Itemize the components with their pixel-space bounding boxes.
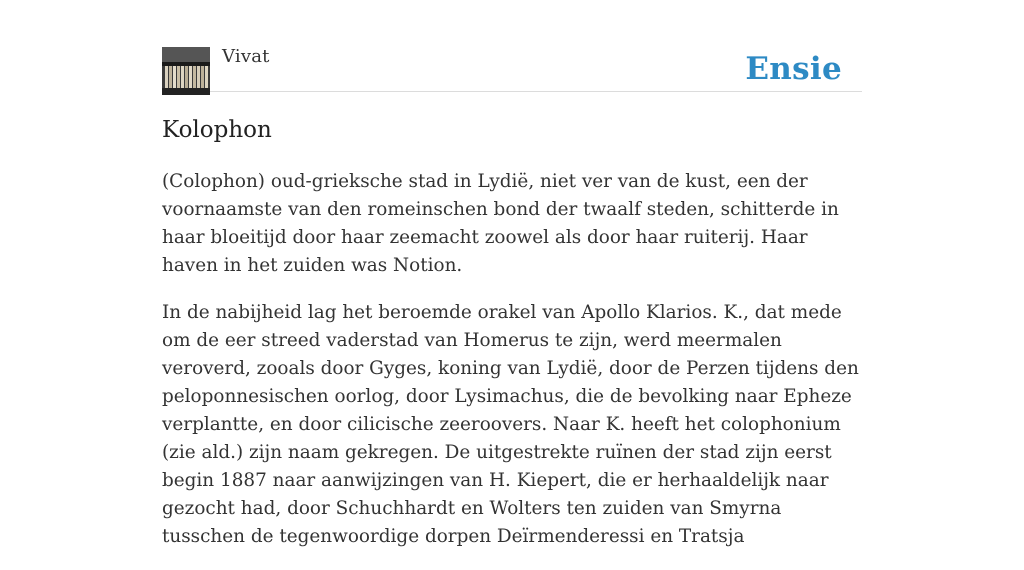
article-body — [162, 168, 862, 570]
paragraph: In de nabijheid lag het beroemde orakel van Apollo Klarios. K., dat mede om de eer streed vaderstad van Homerus te zijn, werd meermalen veroverd, zooals door Gyges, koning van Lydië, door de Perzen tijdens den peloponnesischen oorlog, door Lysimachus, die de bevolking naar Epheze verplantte, en door cilicische zeeroovers. Naar K. heeft het colophonium (zie ald.) zijn naam gekregen. De uitgestrekte ruïnen der stad zijn eerst begin 1887 naar aanwijzingen van H. Kiepert, die er herhaaldelijk naar gezocht had, door Schuchhardt en Wolters ten zuiden van Smyrna tusschen de tegenwoordige dorpen Deïrmenderessi en Tratsja — [162, 302, 859, 547]
brand-logo[interactable]: Ensie — [745, 51, 842, 87]
header — [162, 0, 862, 92]
page-title: Kolophon — [162, 117, 272, 143]
author-avatar[interactable] — [162, 47, 210, 95]
page-container — [162, 0, 862, 547]
bookshelf-icon — [162, 47, 210, 95]
author-name[interactable]: Vivat — [222, 46, 270, 67]
paragraph: (Colophon) oud-grieksche stad in Lydië, niet ver van de kust, een der voornaamste van den romeinschen bond der twaalf steden, schitterde in haar bloeitijd door haar zeemacht zoowel als door haar ruiterij. Haar haven in het zuiden was Notion. — [162, 171, 839, 276]
